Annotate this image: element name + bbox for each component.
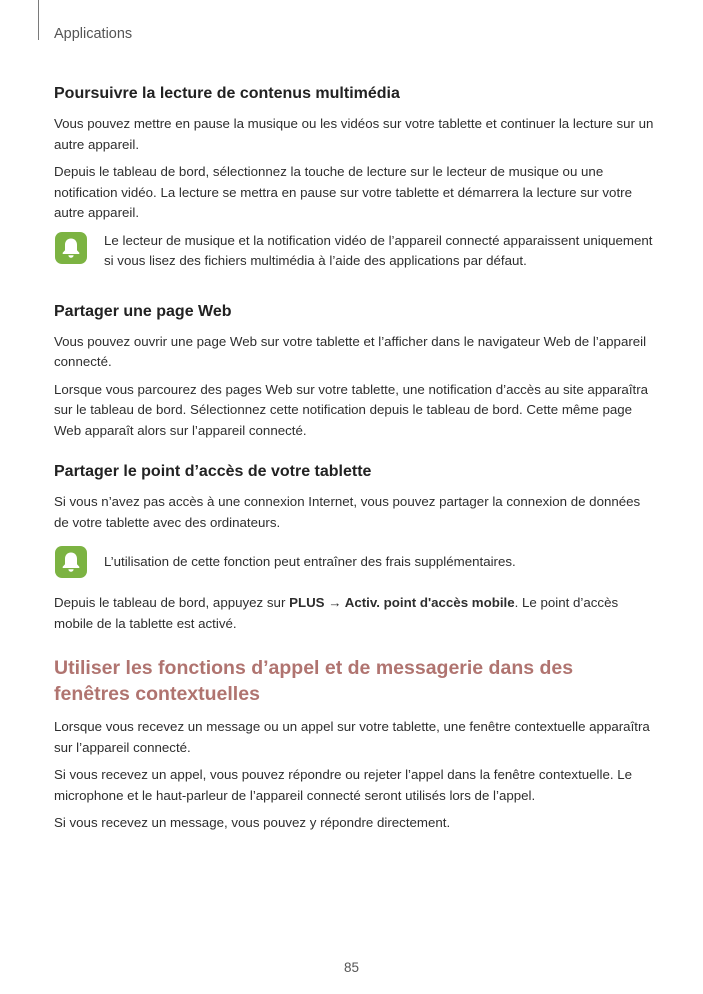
note-hotspot-text: L’utilisation de cette fonction peut entraîner des frais supplémentaires. <box>104 553 516 569</box>
paragraph-media-2: Depuis le tableau de bord, sélectionnez la touche de lecture sur le lecteur de musique ou une notification vidéo. La lecture se mettra en pause sur votre tablette et démarrera la lecture sur votre autre appareil. <box>54 164 632 220</box>
heading-calls: Utiliser les fonctions d’appel et de messagerie dans des fenêtres contextuelles <box>54 657 574 705</box>
notification-bell-icon <box>54 545 88 579</box>
hotspot-menu-path: PLUS → Activ. point d'accès mobile <box>289 595 515 610</box>
hotspot-text-before: Depuis le tableau de bord, appuyez sur <box>54 595 290 610</box>
page-number: 85 <box>343 960 360 975</box>
note-media-text: Le lecteur de musique et la notification vidéo de l’appareil connecté apparaissent uniquement si vous lisez des fichiers multimédia à l’aide des applications par défaut. <box>104 232 653 268</box>
paragraph-web-2: Lorsque vous parcourez des pages Web sur votre tablette, une notification d’accès au site apparaîtra sur le tableau de bord. Sélectionnez cette notification depuis le tableau de bord. Cette même page Web apparaît alors sur l’appareil connecté. <box>54 381 649 438</box>
heading-web: Partager une page Web <box>54 302 232 320</box>
section-header: Applications <box>54 26 133 42</box>
paragraph-calls-2: Si vous recevez un appel, vous pouvez répondre ou rejeter l’appel dans la fenêtre contextuelle. Le microphone et le haut-parleur de l’appareil connecté seront utilisés lors de l’appel. <box>54 767 633 803</box>
paragraph-hotspot-1: Si vous n’avez pas accès à une connexion Internet, vous pouvez partager la connexion de données de votre tablette avec des ordinateurs. <box>54 494 641 530</box>
paragraph-media-1: Vous pouvez mettre en pause la musique ou les vidéos sur votre tablette et continuer la lecture sur un autre appareil. <box>54 116 654 152</box>
header-rule <box>38 0 39 40</box>
heading-media: Poursuivre la lecture de contenus multimédia <box>54 85 400 102</box>
notification-bell-icon <box>54 231 88 265</box>
page-content <box>54 84 654 841</box>
note-media <box>54 231 654 272</box>
paragraph-calls-3: Si vous recevez un message, vous pouvez y répondre directement. <box>54 815 451 830</box>
paragraph-hotspot-2 <box>54 593 654 634</box>
hotspot-text-after: . Le point d’accès mobile de la tablette est activé. <box>54 595 619 631</box>
heading-hotspot: Partager le point d’accès de votre tablette <box>54 463 372 480</box>
note-hotspot <box>54 545 654 579</box>
paragraph-calls-1: Lorsque vous recevez un message ou un appel sur votre tablette, une fenêtre contextuelle apparaîtra sur l’appareil connecté. <box>54 719 650 755</box>
paragraph-web-1: Vous pouvez ouvrir une page Web sur votre tablette et l’afficher dans le navigateur Web de l’appareil connecté. <box>54 333 647 369</box>
